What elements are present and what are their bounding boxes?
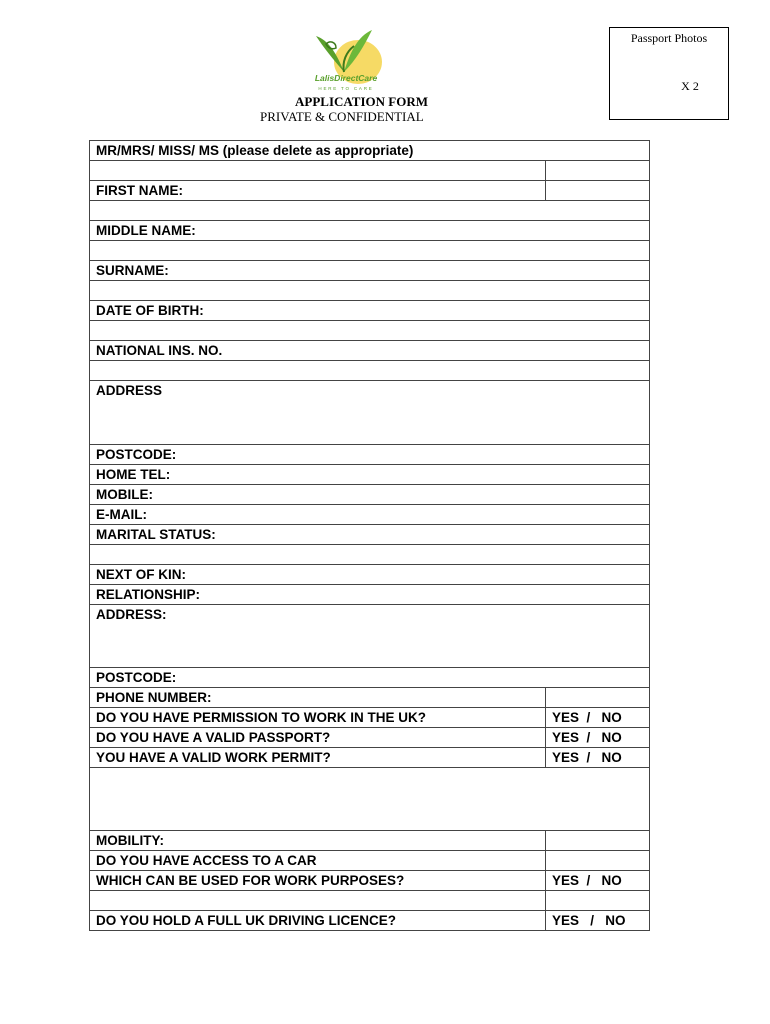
first-name-input-cell[interactable] xyxy=(90,201,650,221)
passport-photos-label: Passport Photos xyxy=(630,31,708,45)
marital-status-label: MARITAL STATUS: xyxy=(90,525,650,545)
table-row xyxy=(90,831,650,851)
logo-brand-text: LalisDirectCare xyxy=(314,73,378,83)
mobility-extra-cell[interactable] xyxy=(546,831,650,851)
address-label: ADDRESS xyxy=(90,381,650,445)
table-row xyxy=(90,281,650,301)
table-row xyxy=(90,465,650,485)
driving-licence-yes-no[interactable]: YES / NO xyxy=(546,911,650,931)
table-row xyxy=(90,241,650,261)
mobility-label: MOBILITY: xyxy=(90,831,546,851)
table-row xyxy=(90,748,650,768)
table-row xyxy=(90,505,650,525)
phone-number-label: PHONE NUMBER: xyxy=(90,688,546,708)
car-access-extra-cell[interactable] xyxy=(546,851,650,871)
work-permit-yes-no[interactable]: YES / NO xyxy=(546,748,650,768)
table-row xyxy=(90,301,650,321)
table-row xyxy=(90,161,650,181)
table-row xyxy=(90,565,650,585)
marital-status-input-cell[interactable] xyxy=(90,545,650,565)
kin-address-label: ADDRESS: xyxy=(90,605,650,668)
table-row xyxy=(90,221,650,241)
middle-name-label: MIDDLE NAME: xyxy=(90,221,650,241)
table-row xyxy=(90,688,650,708)
kin-postcode-label: POSTCODE: xyxy=(90,668,650,688)
table-row xyxy=(90,525,650,545)
table-row xyxy=(90,201,650,221)
table-row xyxy=(90,141,650,161)
ni-number-input-cell[interactable] xyxy=(90,361,650,381)
table-row xyxy=(90,361,650,381)
dob-input-cell[interactable] xyxy=(90,321,650,341)
table-row xyxy=(90,181,650,201)
work-permission-yes-no[interactable]: YES / NO xyxy=(546,708,650,728)
table-row xyxy=(90,911,650,931)
home-tel-label: HOME TEL: xyxy=(90,465,650,485)
passport-photos-count: X 2 xyxy=(681,79,699,93)
table-row xyxy=(90,891,650,911)
middle-name-input-cell[interactable] xyxy=(90,241,650,261)
passport-photos-box xyxy=(609,27,729,120)
spacer-extra-cell xyxy=(546,891,650,911)
table-row xyxy=(90,261,650,281)
surname-label: SURNAME: xyxy=(90,261,650,281)
postcode-label: POSTCODE: xyxy=(90,445,650,465)
table-row xyxy=(90,728,650,748)
first-name-extra-cell[interactable] xyxy=(546,181,650,201)
surname-input-cell[interactable] xyxy=(90,281,650,301)
driving-licence-question: DO YOU HOLD A FULL UK DRIVING LICENCE? xyxy=(90,911,546,931)
table-row xyxy=(90,341,650,361)
table-row xyxy=(90,768,650,831)
next-of-kin-label: NEXT OF KIN: xyxy=(90,565,650,585)
title-label: MR/MRS/ MISS/ MS (please delete as appropriate) xyxy=(90,141,650,161)
table-row xyxy=(90,381,650,445)
application-form-table xyxy=(89,140,650,931)
table-row xyxy=(90,871,650,891)
work-permission-question: DO YOU HAVE PERMISSION TO WORK IN THE UK? xyxy=(90,708,546,728)
first-name-label: FIRST NAME: xyxy=(90,181,546,201)
dob-label: DATE OF BIRTH: xyxy=(90,301,650,321)
table-row xyxy=(90,851,650,871)
form-subtitle: PRIVATE & CONFIDENTIAL xyxy=(260,109,424,124)
car-access-question: DO YOU HAVE ACCESS TO A CAR xyxy=(90,851,546,871)
form-title: APPLICATION FORM xyxy=(295,94,429,109)
relationship-label: RELATIONSHIP: xyxy=(90,585,650,605)
passport-yes-no[interactable]: YES / NO xyxy=(546,728,650,748)
spacer-cell xyxy=(90,891,546,911)
title-input-cell[interactable] xyxy=(90,161,546,181)
logo-tagline: HERE TO CARE xyxy=(318,86,374,91)
email-label: E-MAIL: xyxy=(90,505,650,525)
notes-blank-cell[interactable] xyxy=(90,768,650,831)
work-permit-question: YOU HAVE A VALID WORK PERMIT? xyxy=(90,748,546,768)
title-input-extra-cell[interactable] xyxy=(546,161,650,181)
table-row xyxy=(90,545,650,565)
ni-number-label: NATIONAL INS. NO. xyxy=(90,341,650,361)
phone-number-extra-cell[interactable] xyxy=(546,688,650,708)
passport-question: DO YOU HAVE A VALID PASSPORT? xyxy=(90,728,546,748)
table-row xyxy=(90,485,650,505)
table-row xyxy=(90,585,650,605)
table-row xyxy=(90,668,650,688)
car-access-yes-no[interactable]: YES / NO xyxy=(546,871,650,891)
table-row xyxy=(90,708,650,728)
company-logo xyxy=(306,22,386,94)
car-work-purpose-question: WHICH CAN BE USED FOR WORK PURPOSES? xyxy=(90,871,546,891)
table-row xyxy=(90,605,650,668)
mobile-label: MOBILE: xyxy=(90,485,650,505)
table-row xyxy=(90,321,650,341)
table-row xyxy=(90,445,650,465)
